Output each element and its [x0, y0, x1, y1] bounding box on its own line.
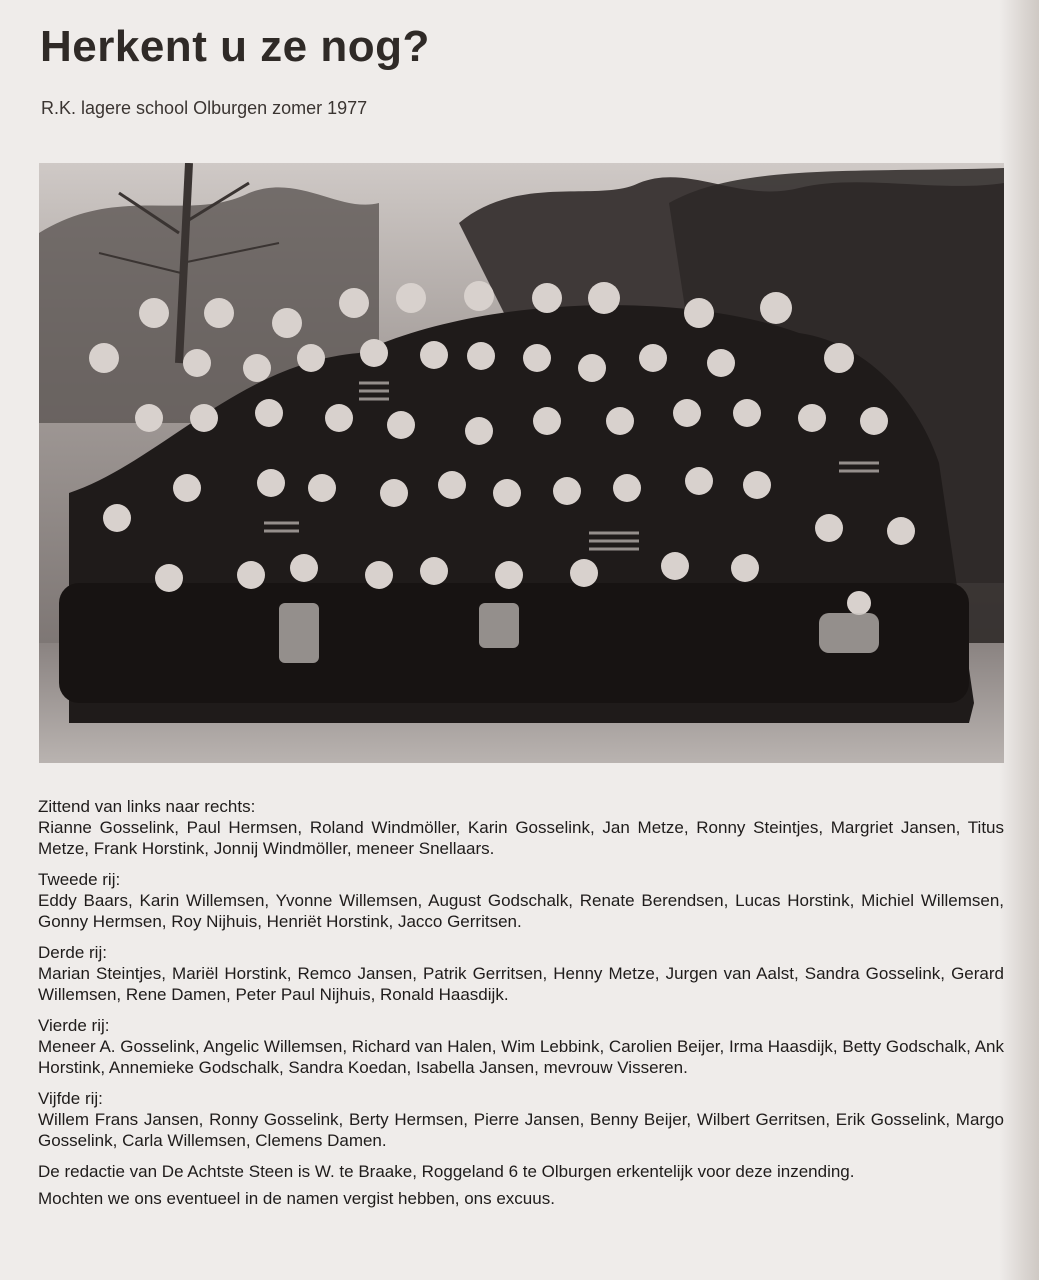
row-names: Meneer A. Gosselink, Angelic Willemsen, Richard van Halen, Wim Lebbink, Carolien Beijer, Irma Haasdijk, Betty Godschalk, Ank Horstink, Annemieke Godschalk, Sandra Koedan, Isabella Jansen, mevrouw Visseren. — [38, 1037, 1004, 1077]
caption-row-fourth — [38, 1015, 1004, 1078]
caption-row-fifth — [38, 1088, 1004, 1151]
caption-row-seated — [38, 796, 1004, 859]
class-photo-icon — [39, 163, 1004, 763]
class-photo — [39, 163, 1004, 763]
caption-block — [38, 796, 1004, 1215]
row-heading: Zittend van links naar rechts: — [38, 797, 256, 816]
page-title: Herkent u ze nog? — [40, 22, 430, 71]
thanks-note: De redactie van De Achtste Steen is W. te Braake, Roggeland 6 te Olburgen erkentelijk voor deze inzending. — [38, 1162, 855, 1181]
row-heading: Tweede rij: — [38, 870, 121, 889]
row-names: Marian Steintjes, Mariël Horstink, Remco Jansen, Patrik Gerritsen, Henny Metze, Jurgen van Aalst, Sandra Gosselink, Gerard Willemsen, Rene Damen, Peter Paul Nijhuis, Ronald Haasdijk. — [38, 964, 1004, 1004]
row-names: Eddy Baars, Karin Willemsen, Yvonne Willemsen, August Godschalk, Renate Berendsen, Lucas Horstink, Michiel Willemsen, Gonny Hermsen, Roy Nijhuis, Henriët Horstink, Jacco Gerritsen. — [38, 891, 1004, 931]
caption-row-second — [38, 869, 1004, 932]
apology-note: Mochten we ons eventueel in de namen vergist hebben, ons excuus. — [38, 1189, 555, 1208]
page-subtitle: R.K. lagere school Olburgen zomer 1977 — [41, 98, 368, 118]
row-names: Willem Frans Jansen, Ronny Gosselink, Berty Hermsen, Pierre Jansen, Benny Beijer, Wilbert Gerritsen, Erik Gosselink, Margo Gosselink, Carla Willemsen, Clemens Damen. — [38, 1110, 1004, 1150]
row-heading: Vierde rij: — [38, 1016, 110, 1035]
row-heading: Vijfde rij: — [38, 1089, 103, 1108]
page-edge-shadow — [999, 0, 1039, 1280]
caption-row-third — [38, 942, 1004, 1005]
row-names: Rianne Gosselink, Paul Hermsen, Roland Windmöller, Karin Gosselink, Jan Metze, Ronny Steintjes, Margriet Jansen, Titus Metze, Frank Horstink, Jonnij Windmöller, meneer Snellaars. — [38, 818, 1004, 858]
row-heading: Derde rij: — [38, 943, 107, 962]
